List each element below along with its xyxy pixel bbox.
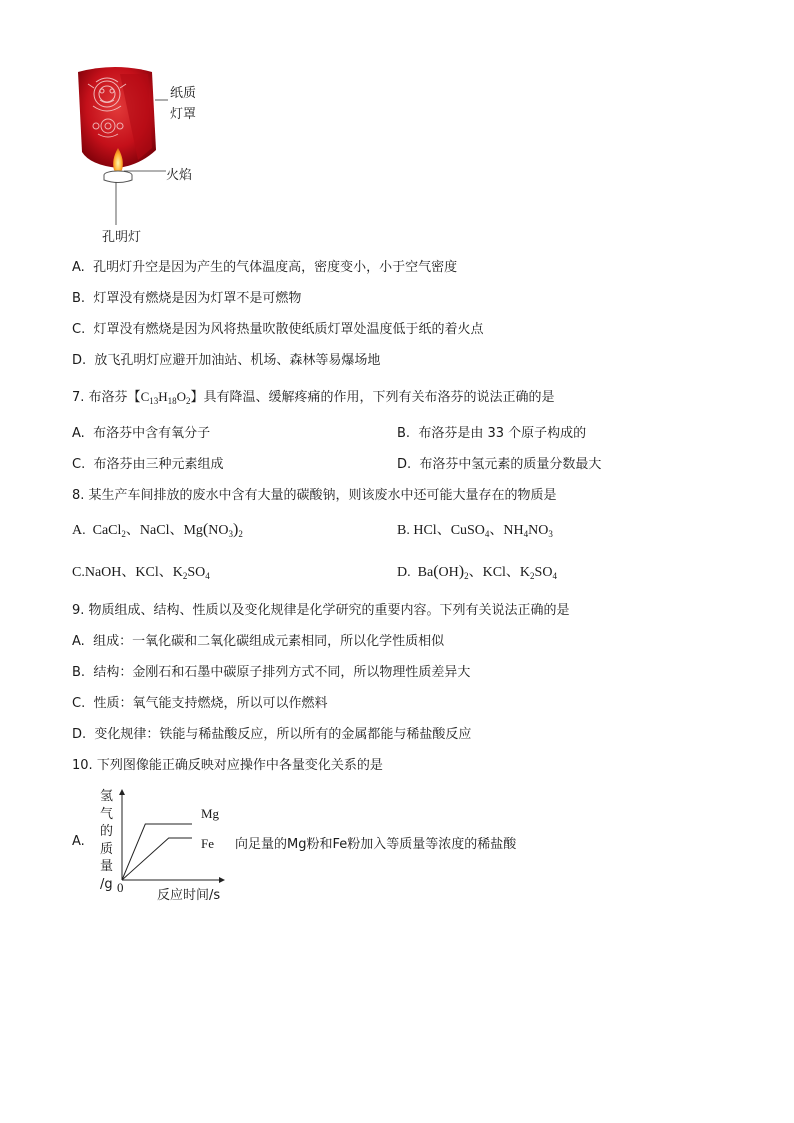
q8-option-c: C.NaOH、KCl、$K_2SO_4$ [72,564,210,581]
label-paper-line1: 纸质 [170,86,197,101]
q7-option-b [397,422,586,441]
q9-stem-text: 物质组成、结构、性质以及变化规律是化学研究的重要内容。下列有关说法正确的是 [88,603,570,618]
ylabel-char: 量 [100,859,114,874]
option-letter: B. [397,523,410,538]
q10-option-a-text: 向足量的Mg粉和Fe粉加入等质量等浓度的稀盐酸 [235,837,517,852]
option-letter: D. [72,727,87,742]
q7-stem [72,386,555,405]
option-letter: B. [72,291,86,306]
q9-option-d [72,723,471,742]
ylabel-char: 氢 [100,789,114,804]
q8-option-a: A. CaCl$_2$、NaCl、$Mg(NO_3)_2$ [72,521,243,539]
q8-stem [72,484,557,503]
chart-svg [114,786,234,886]
option-text: 布洛芬由三种元素组成 [93,457,224,472]
option-letter: C. [72,565,85,580]
question-number: 10. [72,758,93,773]
formula-ibuprofen: $C_{13}H_{18}O_2$ [140,389,191,406]
ylabel-char: 的 [100,824,114,839]
q10-stem-text: 下列图像能正确反映对应操作中各量变化关系的是 [96,758,383,773]
option-letter: A. [72,260,85,275]
q10-option-a-letter: A. [72,834,85,849]
series-line-fe [122,838,192,880]
option-text: 布洛芬中氢元素的质量分数最大 [419,457,602,472]
label-flame: 火焰 [166,168,193,183]
option-letter: D. [72,353,87,368]
series-line-mg [122,824,192,880]
q6-option-a [72,256,457,275]
option-letter: D. [397,457,412,472]
option-text: 孔明灯升空是因为产生的气体温度高，密度变小，小于空气密度 [93,260,458,275]
ylabel-char: /g [100,876,113,892]
q7-stem-pre: 布洛芬【 [88,390,141,405]
q6-option-b [72,287,301,306]
question-number: 8. [72,488,85,503]
label-lantern: 孔明灯 [102,230,142,245]
q7-stem-post: 】具有降温、缓解疼痛的作用，下列有关布洛芬的说法正确的是 [190,390,555,405]
option-text: 放飞孔明灯应避开加油站、机场、森林等易爆场地 [94,353,381,368]
q6-option-d [72,349,380,368]
series-label-fe: Fe [201,836,214,851]
option-text: 变化规律：铁能与稀盐酸反应，所以所有的金属都能与稀盐酸反应 [94,727,472,742]
option-letter: C. [72,322,86,337]
option-text: 布洛芬是由 33 个原子构成的 [418,426,587,441]
question-number: 9. [72,603,85,618]
option-letter: B. [397,426,411,441]
q9-option-c [72,692,328,711]
q8-option-d: D. $Ba(OH)_2$、KCl、$K_2SO_4$ [397,563,557,581]
option-letter: C. [72,696,86,711]
question-number: 7. [72,390,85,405]
option-text: 结构：金刚石和石墨中碳原子排列方式不同，所以物理性质差异大 [93,665,471,680]
chart-xlabel: 反应时间/s [157,888,221,903]
option-text: 布洛芬中含有氧分子 [93,426,211,441]
q7-option-c [72,453,224,472]
ylabel-char: 质 [100,841,114,857]
q9-stem [72,599,570,618]
option-text: 灯罩没有燃烧是因为风将热量吹散使纸质灯罩处温度低于纸的着火点 [93,322,484,337]
option-letter: B. [72,665,86,680]
q8-stem-text: 某生产车间排放的废水中含有大量的碳酸钠，则该废水中还可能大量存在的物质是 [88,488,557,503]
kongming-lantern-image [60,60,170,245]
option-letter: A. [72,426,85,441]
chart-origin-label: 0 [117,880,124,895]
q6-option-c [72,318,484,337]
option-text: 组成：一氧化碳和二氧化碳组成元素相同，所以化学性质相似 [93,634,445,649]
q10-stem [72,754,383,773]
q8-option-b: B. HCl、CuSO$_4$、$NH_4NO_3$ [397,522,553,539]
ylabel-char: 气 [100,806,114,822]
option-letter: C. [72,457,86,472]
q9-option-a [72,630,444,649]
option-text: 性质：氧气能支持燃烧，所以可以作燃料 [93,696,328,711]
option-letter: A. [72,523,86,538]
q9-option-b [72,661,470,680]
option-letter: D. [397,565,411,580]
chart-ylabel [100,788,113,893]
option-letter: A. [72,634,85,649]
q7-option-d [397,453,601,472]
q7-option-a [72,422,210,441]
option-text: 灯罩没有燃烧是因为灯罩不是可燃物 [93,291,302,306]
series-label-mg: Mg [201,806,220,821]
label-paper-line2: 灯罩 [170,107,197,122]
